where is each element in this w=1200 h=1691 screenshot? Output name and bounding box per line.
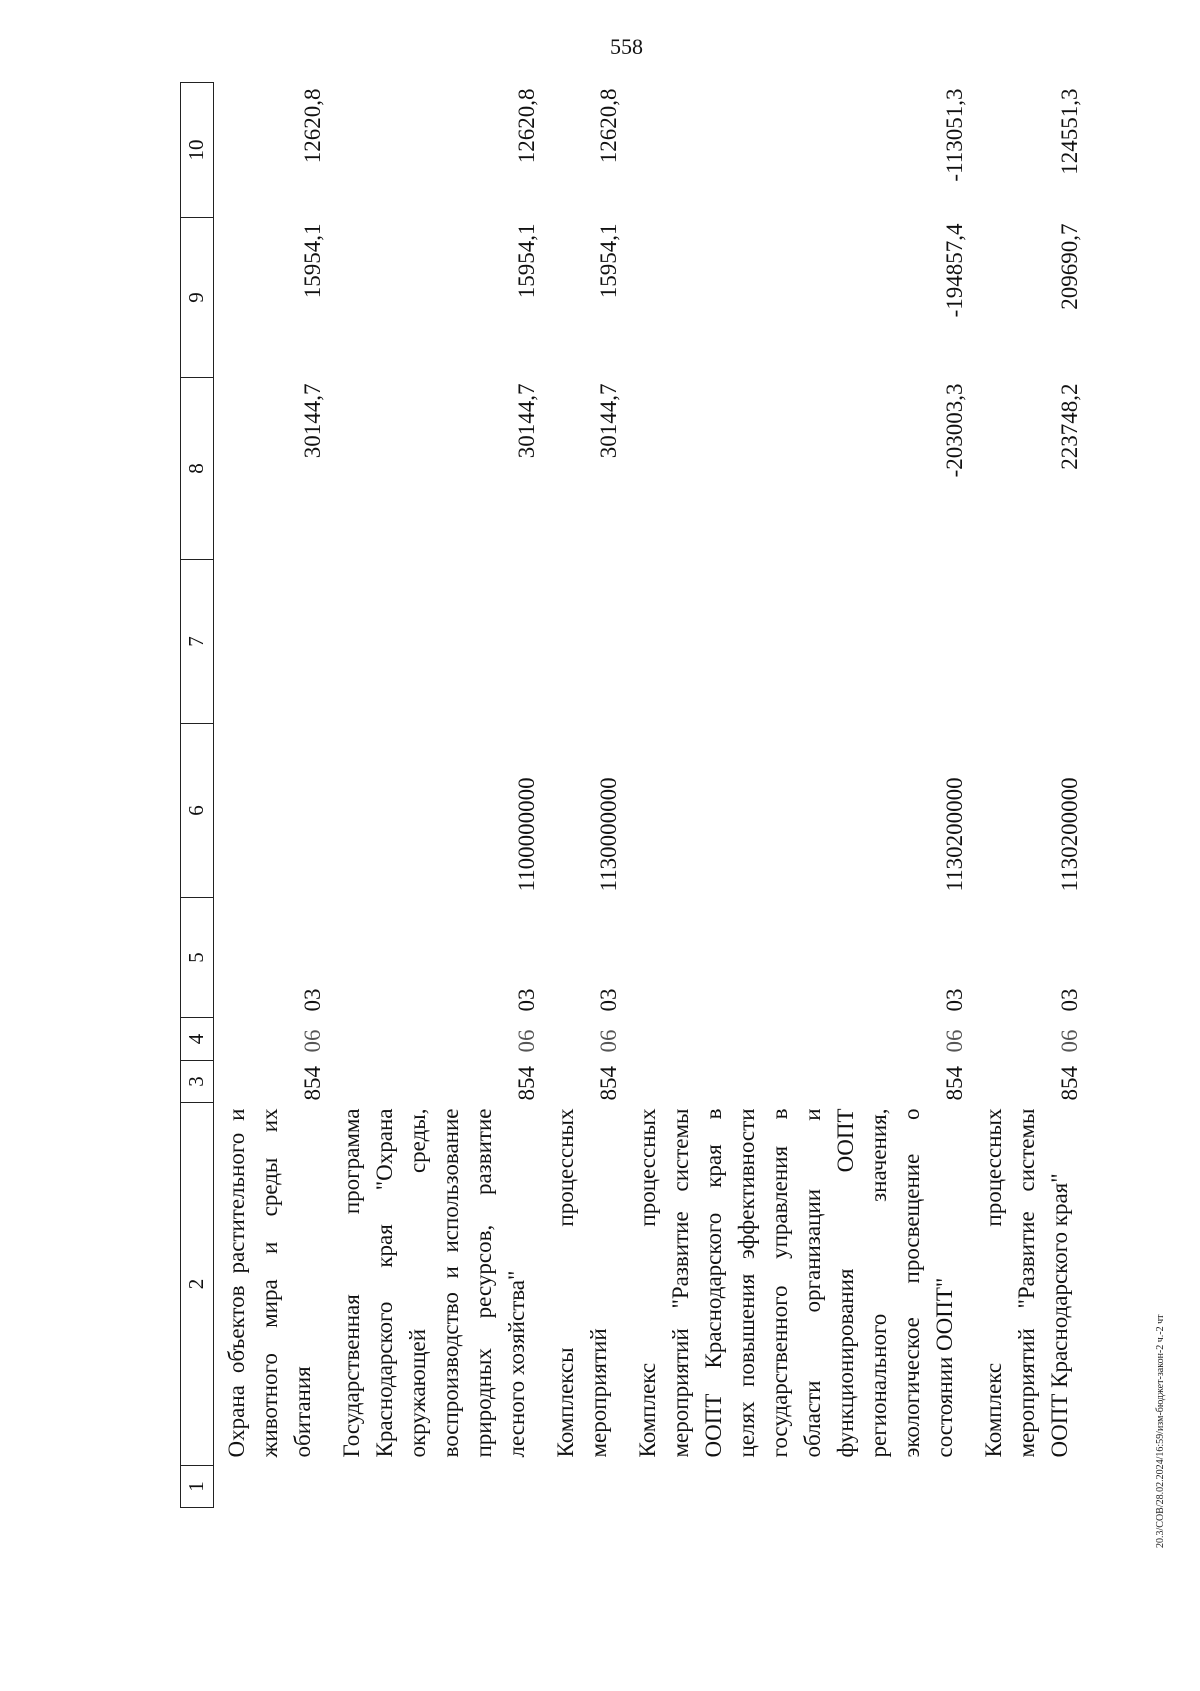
row-value-cell: 03 xyxy=(942,988,967,1012)
row-value-cell: 854 xyxy=(1057,1066,1082,1101)
row-value-cell: 15954,1 xyxy=(596,223,621,299)
row-value-cell: -113051,3 xyxy=(942,88,967,182)
header-cell: 4 xyxy=(181,1018,214,1061)
row-value-cell: 30144,7 xyxy=(596,383,621,459)
row-value-cell: 30144,7 xyxy=(514,383,539,459)
page-number: 558 xyxy=(610,34,643,59)
table-row xyxy=(625,83,971,1508)
row-value-cell: 06 xyxy=(1057,1029,1082,1053)
row-value-cell: -194857,4 xyxy=(942,223,967,318)
row-value-cell: 1100000000 xyxy=(514,777,539,892)
header-cell: 2 xyxy=(181,1103,214,1466)
table-header-row xyxy=(181,83,214,1508)
row-value-cell: 06 xyxy=(596,1029,621,1053)
row-value-cell: 12620,8 xyxy=(514,88,539,164)
row-value-cell: -203003,3 xyxy=(942,383,967,478)
row-value-cell: 1130200000 xyxy=(1057,777,1082,892)
header-cell: 1 xyxy=(181,1466,214,1508)
row-value-cell: 12620,8 xyxy=(300,88,325,164)
row-value-cell xyxy=(625,560,971,724)
row-name-cell: Государственная программа Краснодарского края "Охрана окружающей среды, воспроизводство и использование природных ресурсов, развитие лесного хозяйства" xyxy=(339,1108,529,1458)
table-row xyxy=(543,83,625,1508)
row-value-cell: 06 xyxy=(942,1029,967,1053)
row-index-cell xyxy=(625,1466,971,1508)
row-value-cell: 06 xyxy=(300,1029,325,1053)
row-value-cell: 1130200000 xyxy=(942,777,967,892)
row-value-cell: 03 xyxy=(1057,988,1082,1012)
row-value-cell: 854 xyxy=(942,1066,967,1101)
row-index-cell xyxy=(214,1466,330,1508)
row-value-cell: 1130000000 xyxy=(596,777,621,892)
header-cell: 10 xyxy=(181,83,214,218)
header-cell: 6 xyxy=(181,724,214,898)
header-cell: 5 xyxy=(181,898,214,1018)
row-value-cell: 15954,1 xyxy=(300,223,325,299)
row-value-cell: 30144,7 xyxy=(300,383,325,459)
row-value-cell xyxy=(329,560,543,724)
table-row xyxy=(329,83,543,1508)
footer-stamp-text: 20.3/СОВ/28.02.2024/16:59/изм-бюджет-закон-2 ч.-2 чт xyxy=(1155,1314,1166,1548)
row-value-cell: 03 xyxy=(514,988,539,1012)
row-value-cell: 06 xyxy=(514,1029,539,1053)
row-value-cell: 854 xyxy=(514,1066,539,1101)
row-value-cell xyxy=(543,560,625,724)
footer-stamp xyxy=(1155,1314,1167,1560)
header-cell: 7 xyxy=(181,560,214,724)
row-value-cell: 12620,8 xyxy=(596,88,621,164)
row-value-cell: 15954,1 xyxy=(514,223,539,299)
row-name-cell: Комплекс процессных мероприятий "Развитие системы ООПТ Краснодарского края" xyxy=(981,1108,1072,1458)
table-row xyxy=(214,83,330,1508)
row-value-cell: 854 xyxy=(300,1066,325,1101)
header-cell: 9 xyxy=(181,218,214,378)
row-name-cell: Охрана объектов растительного и животного мира и среды их обитания xyxy=(224,1108,315,1458)
row-name-cell: Комплекс процессных мероприятий "Развитие системы ООПТ Краснодарского края в целях повышения эффективности государственного управления в области организации и функционирования ООПТ регионального значения, экологическое просвещение о состоянии ООПТ" xyxy=(635,1108,957,1458)
table-row xyxy=(971,83,1086,1508)
budget-table xyxy=(180,82,1086,1508)
row-value-cell: 223748,2 xyxy=(1057,383,1082,470)
row-index-cell xyxy=(971,1466,1086,1508)
row-value-cell: 209690,7 xyxy=(1057,223,1082,310)
row-value-cell: 03 xyxy=(300,988,325,1012)
row-value-cell: 854 xyxy=(596,1066,621,1101)
row-value-cell xyxy=(214,724,330,898)
rotated-table-frame xyxy=(180,83,1082,1508)
row-value-cell: 03 xyxy=(596,988,621,1012)
row-name-cell: Комплексы процессных мероприятий xyxy=(553,1108,611,1458)
row-value-cell xyxy=(971,560,1086,724)
header-cell: 8 xyxy=(181,378,214,560)
row-index-cell xyxy=(329,1466,543,1508)
row-value-cell: 124551,3 xyxy=(1057,88,1082,175)
row-index-cell xyxy=(543,1466,625,1508)
row-value-cell xyxy=(214,560,330,724)
header-cell: 3 xyxy=(181,1061,214,1103)
